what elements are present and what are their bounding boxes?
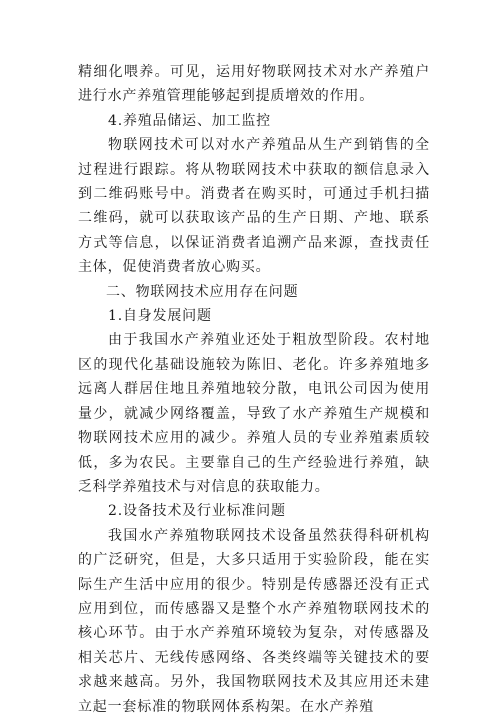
paragraph-traceability: 物联网技术可以对水产养殖品从生产到销售的全过程进行跟踪。将从物联网技术中获取的额信息录入到二维码账号中。消费者在购买时，可通过手机扫描二维码，就可以获取该产品的生产日期、产地、联系方式等信息，以保证消费者追溯产品来源，查找责任主体，促使消费者放心购买。	[78, 137, 430, 276]
heading-equipment-standards: 2.设备技术及行业标准问题	[108, 503, 286, 520]
paragraph-self-development: 由于我国水产养殖业还处于粗放型阶段。农村地区的现代化基础设施较为陈旧、老化。许多养殖地多远离人群居住地且养殖地较分散，电讯公司因为使用量少，就减少网络覆盖，导致了水产养殖生产规模和物联网技术应用的减少。养殖人员的专业养殖素质较低，多为农民。主要靠自己的生产经验进行养殖，缺乏科学养殖技术与对信息的获取能力。	[78, 332, 430, 495]
paragraph-equipment-standards: 我国水产养殖物联网技术设备虽然获得科研机构的广泛研究，但是，大多只适用于实验阶段，能在实际生产生活中应用的很少。特别是传感器还没有正式应用到位，而传感器又是整个水产养殖物联网技术的核心环节。由于水产养殖环境较为复杂，对传感器及相关芯片、无线传感网络、各类终端等关键技术的要求越来越高。另外，我国物联网技术及其应用还未建立起一套标准的物联网体系构架。在水产养殖	[78, 527, 430, 715]
heading-self-development: 1.自身发展问题	[108, 308, 212, 325]
document-body	[78, 60, 430, 719]
paragraph-feeding-conclusion: 精细化喂养。可见，运用好物联网技术对水产养殖户进行水产养殖管理能够起到提质增效的作用。	[78, 64, 430, 105]
heading-storage-monitoring: 4.养殖品储运、加工监控	[108, 112, 271, 129]
section-heading-problems: 二、物联网技术应用存在问题	[106, 283, 299, 300]
